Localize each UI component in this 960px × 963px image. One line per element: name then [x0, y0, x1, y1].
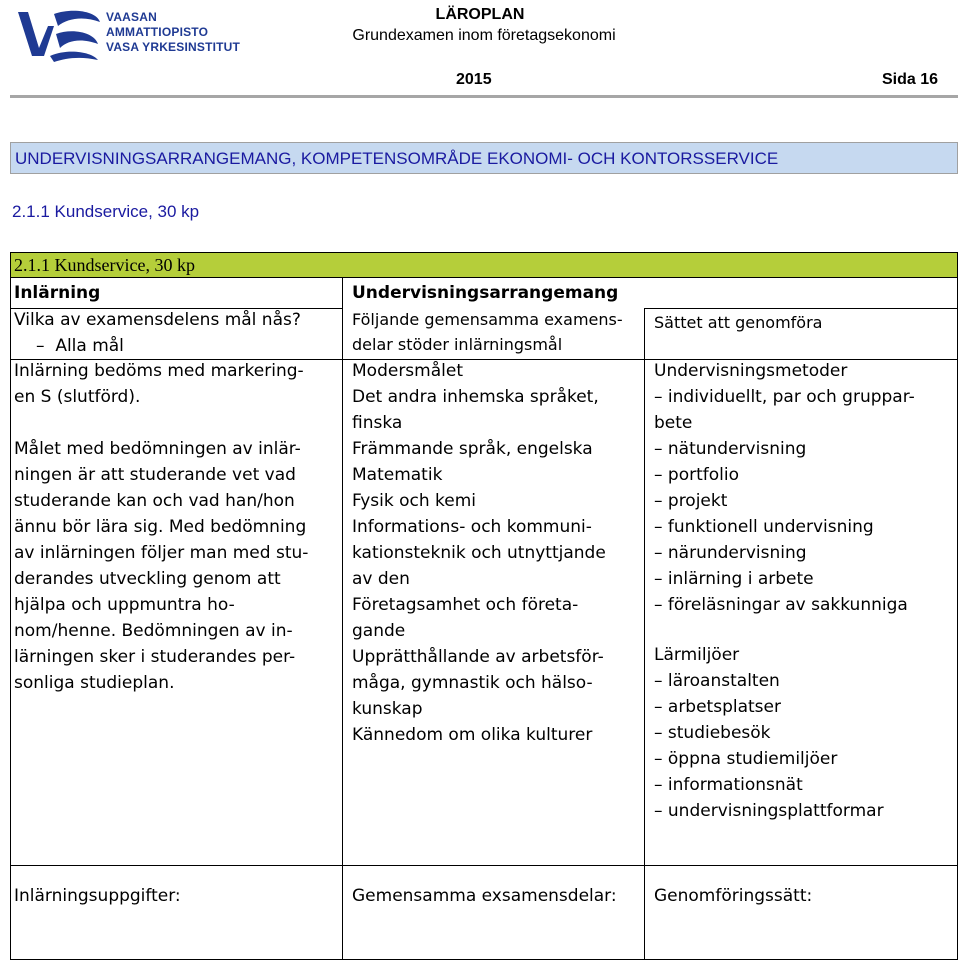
- col1-line: ännu bör lära sig. Med bedömning: [14, 517, 307, 537]
- col2-intro: [352, 307, 623, 357]
- col2-line: finska: [352, 413, 403, 433]
- header-divider: [10, 95, 958, 98]
- logo-line-1: VAASAN AMMATTIOPISTO: [106, 10, 209, 39]
- col1-line: – Alla mål: [36, 336, 124, 356]
- col2-line: Fysik och kemi: [352, 491, 477, 511]
- col2-line: måga, gymnastik och hälso-: [352, 673, 593, 693]
- method-item: – föreläsningar av sakkunniga: [654, 595, 908, 615]
- col2-line: Upprätthållande av arbetsför-: [352, 647, 604, 667]
- environment-title: Lärmiljöer: [654, 645, 740, 665]
- footer-genomforingssatt: Genomföringssätt:: [654, 886, 813, 906]
- method-item: – individuellt, par och gruppar-: [654, 387, 915, 407]
- environment-item: – studiebesök: [654, 723, 771, 743]
- method-item: – inlärning i arbete: [654, 569, 814, 589]
- environment-item: – informationsnät: [654, 775, 803, 795]
- column-divider: [644, 308, 645, 960]
- col3-body: [654, 358, 915, 824]
- methods-title: Undervisningsmetoder: [654, 361, 848, 381]
- col2-line: Det andra inhemska språket,: [352, 387, 599, 407]
- col1-line: lärningen sker i studerandes per-: [14, 647, 296, 667]
- col2-intro-line: Följande gemensamma examens-: [352, 310, 623, 329]
- method-item: – funktionell undervisning: [654, 517, 874, 537]
- col1-line-text: Alla mål: [55, 336, 124, 356]
- page-number: Sida 16: [881, 71, 938, 88]
- logo-line-2: VASA YRKESINSTITUT: [106, 40, 241, 54]
- environment-item: – arbetsplatser: [654, 697, 781, 717]
- col1-line: hjälpa och uppmuntra ho-: [14, 595, 235, 615]
- document-title: LÄROPLAN: [435, 6, 525, 23]
- col2-line: Främmande språk, engelska: [352, 439, 593, 459]
- environment-item: – undervisningsplattformar: [654, 801, 884, 821]
- col1-line: sonliga studieplan.: [14, 673, 175, 693]
- col1-body: [14, 358, 308, 696]
- col1-line: nom/henne. Bedömningen av in-: [14, 621, 293, 641]
- col2-line: Matematik: [352, 465, 443, 485]
- section-heading: UNDERVISNINGSARRANGEMANG, KOMPETENSOMRÅDE EKONOMI- OCH KONTORSSERVICE: [10, 142, 958, 174]
- col2-line: av den: [352, 569, 410, 589]
- curriculum-table: [10, 252, 958, 960]
- col1-line: en S (slutförd).: [14, 387, 141, 407]
- col1-intro: [14, 307, 301, 359]
- col2-line: Kännedom om olika kulturer: [352, 725, 593, 745]
- column-divider: [342, 278, 343, 960]
- footer-inlarningsuppgifter: Inlärningsuppgifter:: [14, 886, 181, 906]
- document-year: 2015: [456, 71, 492, 88]
- col2-line: Företagsamhet och företa-: [352, 595, 579, 615]
- course-subheading: 2.1.1 Kundservice, 30 kp: [12, 202, 200, 221]
- table-title-row: 2.1.1 Kundservice, 30 kp: [11, 253, 957, 278]
- column-header-inlarning: Inlärning: [14, 283, 101, 303]
- col2-line: kationsteknik och utnyttjande: [352, 543, 606, 563]
- footer-gemensamma: Gemensamma exsamensdelar:: [352, 886, 617, 906]
- col2-line: Informations- och kommuni-: [352, 517, 592, 537]
- column-header-undervisningsarrangemang: Undervisningsarrangemang: [352, 283, 619, 303]
- col2-line: kunskap: [352, 699, 423, 719]
- col1-line: derandes utveckling genom att: [14, 569, 281, 589]
- row-divider: [11, 865, 957, 866]
- method-item: – nätundervisning: [654, 439, 807, 459]
- col2-intro-line: delar stöder inlärningsmål: [352, 335, 563, 354]
- col1-line: Målet med bedömningen av inlär-: [14, 439, 301, 459]
- environment-item: – läroanstalten: [654, 671, 780, 691]
- col2-line: gande: [352, 621, 406, 641]
- spacer: [654, 618, 915, 642]
- col2-body: [352, 358, 606, 748]
- method-item: – projekt: [654, 491, 728, 511]
- col1-line: studerande kan och vad han/hon: [14, 491, 295, 511]
- col1-line: Vilka av examensdelens mål nås?: [14, 310, 301, 330]
- col2-line: Modersmålet: [352, 361, 463, 381]
- environment-item: – öppna studiemiljöer: [654, 749, 838, 769]
- method-item: – portfolio: [654, 465, 739, 485]
- col3-intro: Sättet att genomföra: [654, 313, 823, 332]
- col1-line: ningen är att studerande vet vad: [14, 465, 296, 485]
- col1-line: [14, 410, 308, 436]
- method-item: – närundervisning: [654, 543, 807, 563]
- col1-line: av inlärningen följer man med stu-: [14, 543, 309, 563]
- row-divider: [644, 308, 957, 309]
- method-item: bete: [654, 413, 693, 433]
- col1-line: Inlärning bedöms med markering-: [14, 361, 304, 381]
- document-subtitle: Grundexamen inom företagsekonomi: [352, 27, 616, 44]
